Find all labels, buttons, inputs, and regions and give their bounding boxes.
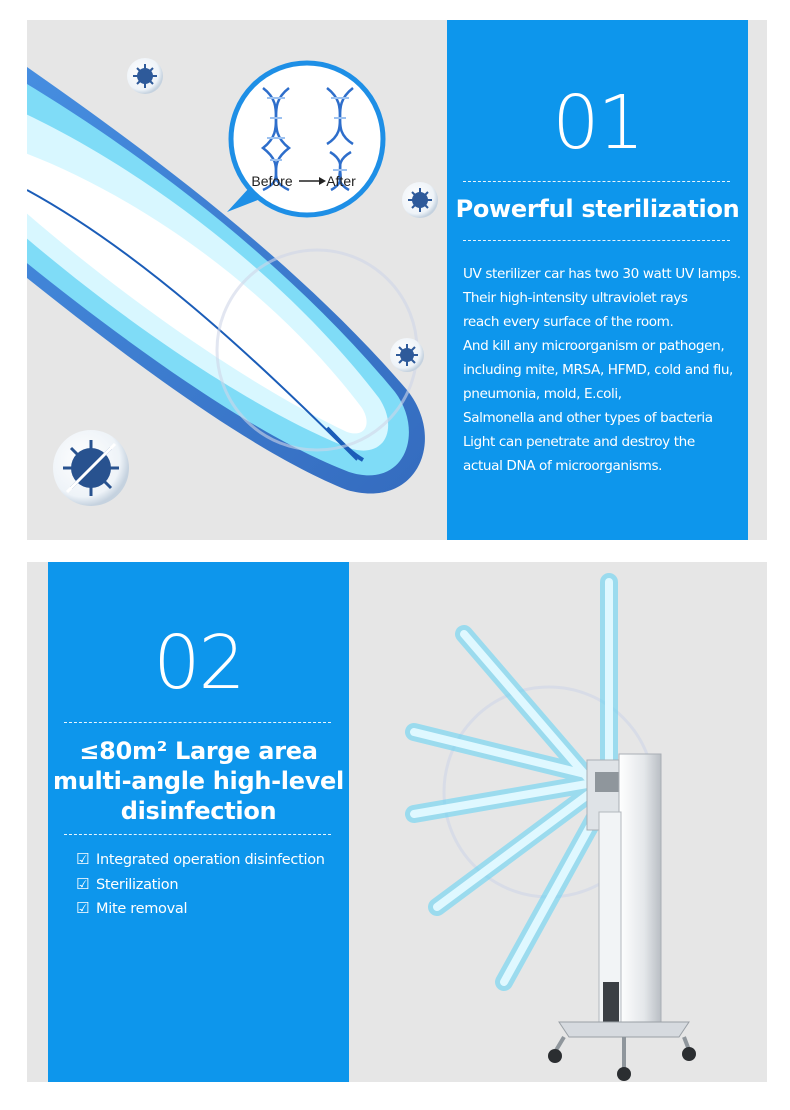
divider xyxy=(64,722,331,723)
feature-item xyxy=(76,873,325,898)
feature-label: Mite removal xyxy=(96,901,188,917)
description-line: And kill any microorganism or pathogen, xyxy=(463,338,725,354)
feature-list xyxy=(76,848,325,922)
description-line: reach every surface of the room. xyxy=(463,314,674,330)
dna-comparison-bubble xyxy=(227,63,383,215)
section-number: 02 xyxy=(153,620,244,706)
section-title-line: disinfection xyxy=(120,797,277,825)
description-line: UV sterilizer car has two 30 watt UV lamps. xyxy=(463,266,741,282)
after-label: After xyxy=(326,173,356,189)
description-line: actual DNA of microorganisms. xyxy=(463,458,663,474)
virus-icon xyxy=(53,430,129,506)
before-label: Before xyxy=(251,173,293,189)
virus-icon xyxy=(127,58,163,94)
uv-sterilizer-cart-illustration xyxy=(349,562,767,1082)
divider xyxy=(463,240,730,241)
checkbox-checked-icon: ☑ xyxy=(76,899,90,917)
checkbox-checked-icon: ☑ xyxy=(76,850,90,868)
checkbox-checked-icon: ☑ xyxy=(76,874,90,893)
description-line: Their high-intensity ultraviolet rays xyxy=(463,290,688,306)
section-title-line: multi-angle high-level xyxy=(53,767,344,795)
description-text xyxy=(463,262,745,478)
section-number: 01 xyxy=(552,80,643,166)
feature-label: Sterilization xyxy=(96,876,179,893)
feature-label: Integrated operation disinfection xyxy=(96,852,325,868)
feature-section-sterilization xyxy=(27,20,767,540)
divider xyxy=(64,834,331,835)
virus-icon xyxy=(402,182,438,218)
description-line: Salmonella and other types of bacteria xyxy=(463,410,713,426)
section-title-line: ≤80m² Large area xyxy=(79,737,318,765)
divider xyxy=(463,181,730,182)
sterilization-info-panel xyxy=(447,20,748,540)
feature-item xyxy=(76,848,325,873)
description-line: including mite, MRSA, HFMD, cold and flu, xyxy=(463,362,733,378)
virus-icon xyxy=(390,338,424,372)
section-title xyxy=(48,736,349,826)
description-line: Light can penetrate and destroy the xyxy=(463,434,695,450)
large-area-info-panel xyxy=(48,562,349,1082)
feature-section-large-area xyxy=(27,562,767,1082)
section-title: Powerful sterilization xyxy=(455,195,740,223)
feature-item xyxy=(76,897,325,922)
uv-lamp-closeup-illustration xyxy=(27,20,447,540)
description-line: pneumonia, mold, E.coli, xyxy=(463,386,622,402)
